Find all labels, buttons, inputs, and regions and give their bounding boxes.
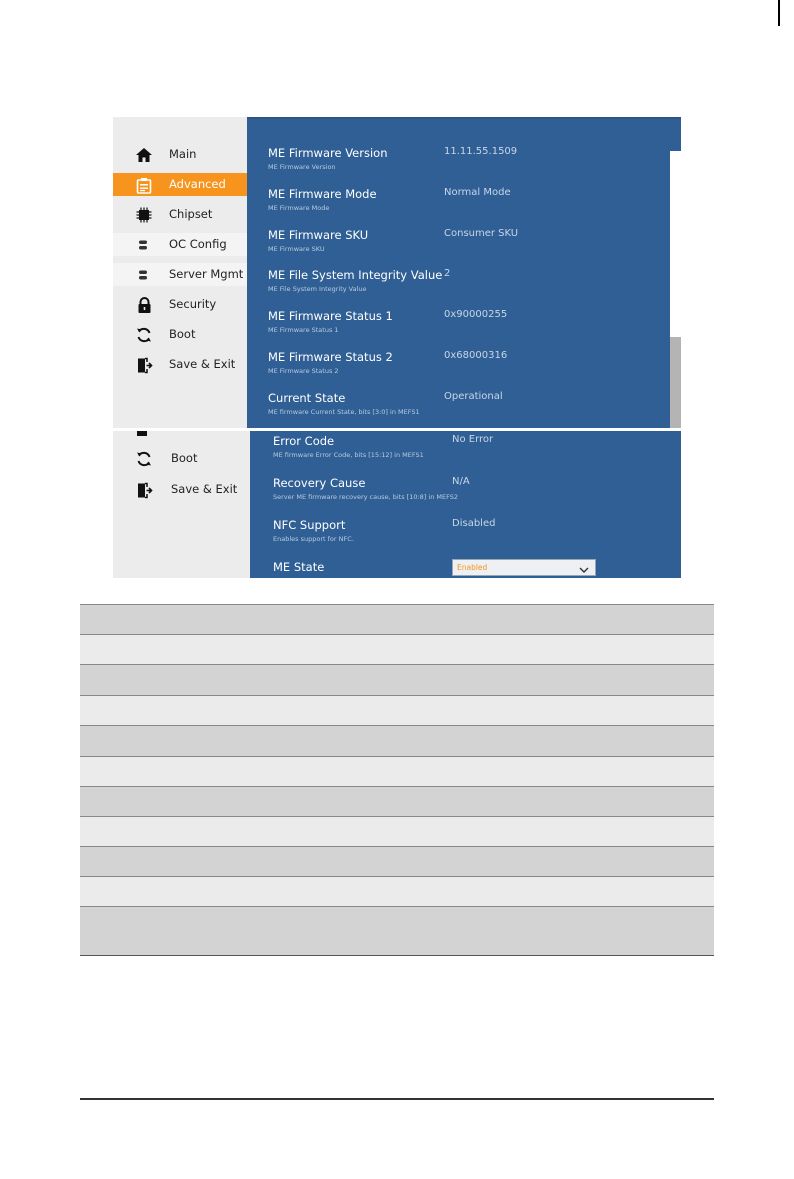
table-row <box>80 604 714 634</box>
sidebar-item-save-exit[interactable] <box>113 353 247 376</box>
table-row <box>80 756 714 786</box>
sidebar-item-label: Main <box>169 147 197 161</box>
setting-value: Consumer SKU <box>444 228 519 239</box>
setting-value: N/A <box>452 476 470 487</box>
table-row <box>80 634 714 664</box>
advanced-icon <box>135 176 153 194</box>
table-row <box>80 906 714 956</box>
sidebar-item-boot[interactable] <box>113 447 247 470</box>
table-row <box>80 846 714 876</box>
table-row <box>80 786 714 816</box>
sidebar-item-label: Security <box>169 297 217 311</box>
setting-help: ME File System Integrity Value <box>268 285 367 293</box>
bios-screenshot-2 <box>113 431 681 578</box>
setting-label: ME State <box>273 560 325 574</box>
setting-help: ME Firmware Status 1 <box>268 326 339 334</box>
setting-value: 0x90000255 <box>444 309 508 320</box>
refresh-icon <box>135 326 153 344</box>
exit-icon <box>135 481 153 499</box>
sidebar-item-server-mgmt[interactable] <box>113 263 247 286</box>
setting-label: NFC Support <box>273 518 346 532</box>
setting-label: ME Firmware SKU <box>268 228 369 242</box>
parameter-table <box>80 604 714 956</box>
setting-label: ME Firmware Status 2 <box>268 350 393 364</box>
bios-screenshot-1 <box>113 117 681 428</box>
setting-help: ME Firmware Mode <box>268 204 330 212</box>
sidebar-item-boot[interactable] <box>113 323 247 346</box>
sidebar-item-oc-config[interactable] <box>113 233 247 256</box>
setting-value: 11.11.55.1509 <box>444 146 518 157</box>
sidebar-item-label: Save & Exit <box>171 482 238 496</box>
sidebar-item-security[interactable] <box>113 293 247 316</box>
setting-help: Server ME firmware recovery cause, bits [10:8] in MEFS2 <box>273 493 459 501</box>
setting-label: Current State <box>268 391 346 405</box>
toggle-icon <box>135 236 153 254</box>
setting-value: No Error <box>452 434 494 445</box>
setting-value: Disabled <box>452 518 496 529</box>
toggle-icon <box>135 266 153 284</box>
setting-help: ME Firmware Status 2 <box>268 367 339 375</box>
exit-icon <box>135 356 153 374</box>
sidebar-item-label: OC Config <box>169 237 227 251</box>
table-row <box>80 816 714 846</box>
refresh-icon <box>135 450 153 468</box>
setting-help: Enables support for NFC. <box>273 535 354 543</box>
me-state-selected-value: Enabled <box>457 563 488 572</box>
setting-label: Recovery Cause <box>273 476 366 490</box>
sidebar-item-label: Save & Exit <box>169 357 236 371</box>
setting-help: ME firmware Error Code, bits [15:12] in MEFS1 <box>273 451 424 459</box>
home-icon <box>135 146 153 164</box>
chevron-down-icon <box>578 561 590 573</box>
sidebar-item-save-exit[interactable] <box>113 478 247 501</box>
setting-label: ME Firmware Version <box>268 146 388 160</box>
table-row <box>80 876 714 906</box>
setting-value: Operational <box>444 391 503 402</box>
sidebar-item-label: Boot <box>171 451 198 465</box>
sidebar-item-label: Chipset <box>169 207 213 221</box>
sidebar-item-label: Boot <box>169 327 196 341</box>
me-state-select[interactable] <box>452 559 596 576</box>
setting-help: ME Firmware SKU <box>268 245 325 253</box>
table-row <box>80 725 714 756</box>
table-row <box>80 664 714 695</box>
setting-help: ME firmware Current State, bits [3:0] in MEFS1 <box>268 408 420 416</box>
setting-value: 2 <box>444 268 451 279</box>
setting-value: 0x68000316 <box>444 350 508 361</box>
scrollbar-thumb[interactable] <box>670 337 681 428</box>
sidebar-item-label: Advanced <box>169 177 226 191</box>
lock-icon <box>135 296 153 314</box>
setting-label: ME Firmware Mode <box>268 187 377 201</box>
sidebar-item-advanced[interactable] <box>113 173 247 196</box>
setting-value: Normal Mode <box>444 187 511 198</box>
setting-label: Error Code <box>273 434 335 448</box>
sidebar-item-main[interactable] <box>113 143 247 166</box>
chip-icon <box>135 206 153 224</box>
sidebar-item-label: Server Mgmt <box>169 267 244 281</box>
setting-label: ME File System Integrity Value <box>268 268 443 282</box>
setting-help: ME Firmware Version <box>268 163 336 171</box>
scrollbar-track[interactable] <box>670 151 681 337</box>
table-row <box>80 695 714 725</box>
footer-rule <box>80 1098 714 1100</box>
setting-label: ME Firmware Status 1 <box>268 309 393 323</box>
margin-rule <box>778 0 780 26</box>
sidebar-item-chipset[interactable] <box>113 203 247 226</box>
